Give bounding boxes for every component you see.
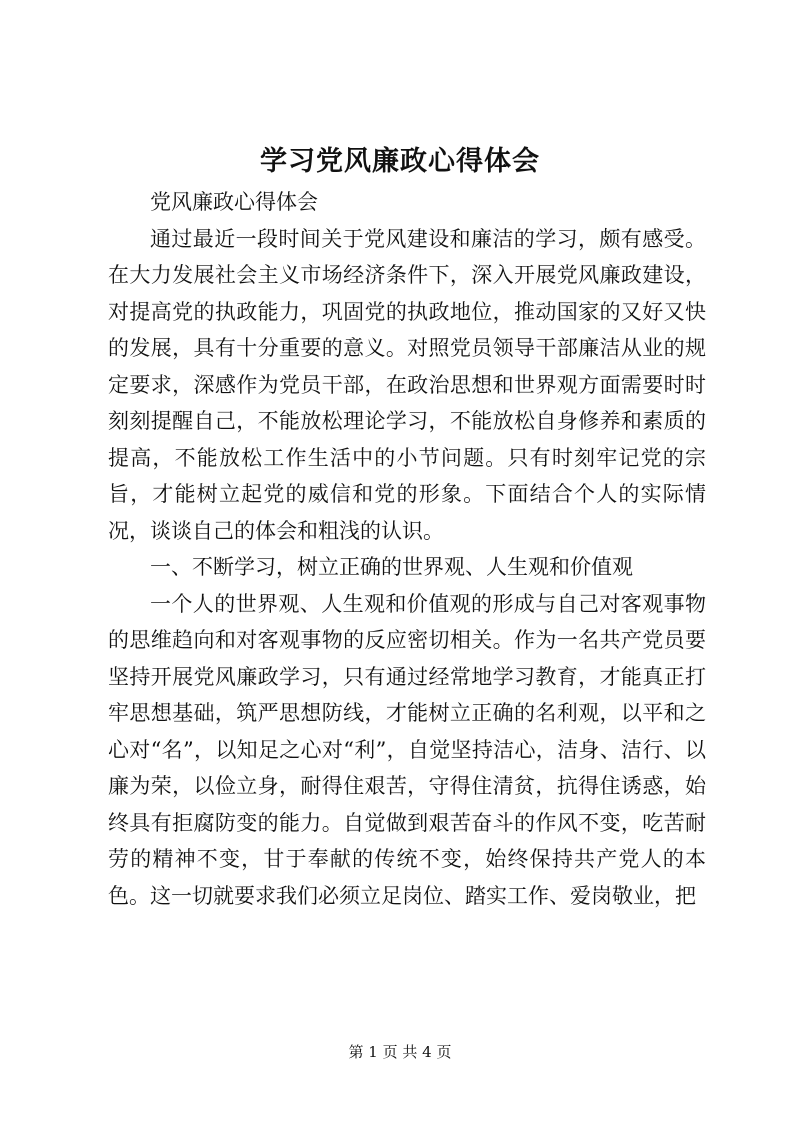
paragraph-subtitle: 党风廉政心得体会 — [150, 190, 318, 214]
document-body — [108, 184, 706, 914]
paragraph-intro: 通过最近一段时间关于党风建设和廉洁的学习，颇有感受。在大力发展社会主义市场经济条件下，深入开展党风廉政建设，对提高党的执政能力，巩固党的执政地位，推动国家的又好又快的发展，具有十分重要的意义。对照党员领导干部廉洁从业的规定要求，深感作为党员干部，在政治思想和世界观方面需要时时刻刻提醒自己，不能放松理论学习，不能放松自身修养和素质的提高，不能放松工作生活中的小节问题。只有时刻牢记党的宗旨，才能树立起党的威信和党的形象。下面结合个人的实际情况，谈谈自己的体会和粗浅的认识。 — [108, 226, 706, 543]
document-title: 学习党风廉政心得体会 — [260, 146, 540, 177]
section-heading-1: 一、不断学习，树立正确的世界观、人生观和价值观 — [150, 555, 633, 579]
page-footer: 第 1 页 共 4 页 — [348, 1043, 452, 1061]
paragraph-section-1: 一个人的世界观、人生观和价值观的形成与自己对客观事物的思维趋向和对客观事物的反应密切相关。作为一名共产党员要坚持开展党风廉政学习，只有通过经常地学习教育，才能真正打牢思想基础，筑严思想防线，才能树立正确的名利观，以平和之心对“名”，以知足之心对“利”，自觉坚持洁心，洁身、洁行、以廉为荣，以俭立身，耐得住艰苦，守得住清贫，抗得住诱惑，始终具有拒腐防变的能力。自觉做到艰苦奋斗的作风不变，吃苦耐劳的精神不变，甘于奉献的传统不变，始终保持共产党人的本色。这一切就要求我们必须立足岗位、踏实工作、爱岗敬业，把 — [108, 591, 706, 908]
